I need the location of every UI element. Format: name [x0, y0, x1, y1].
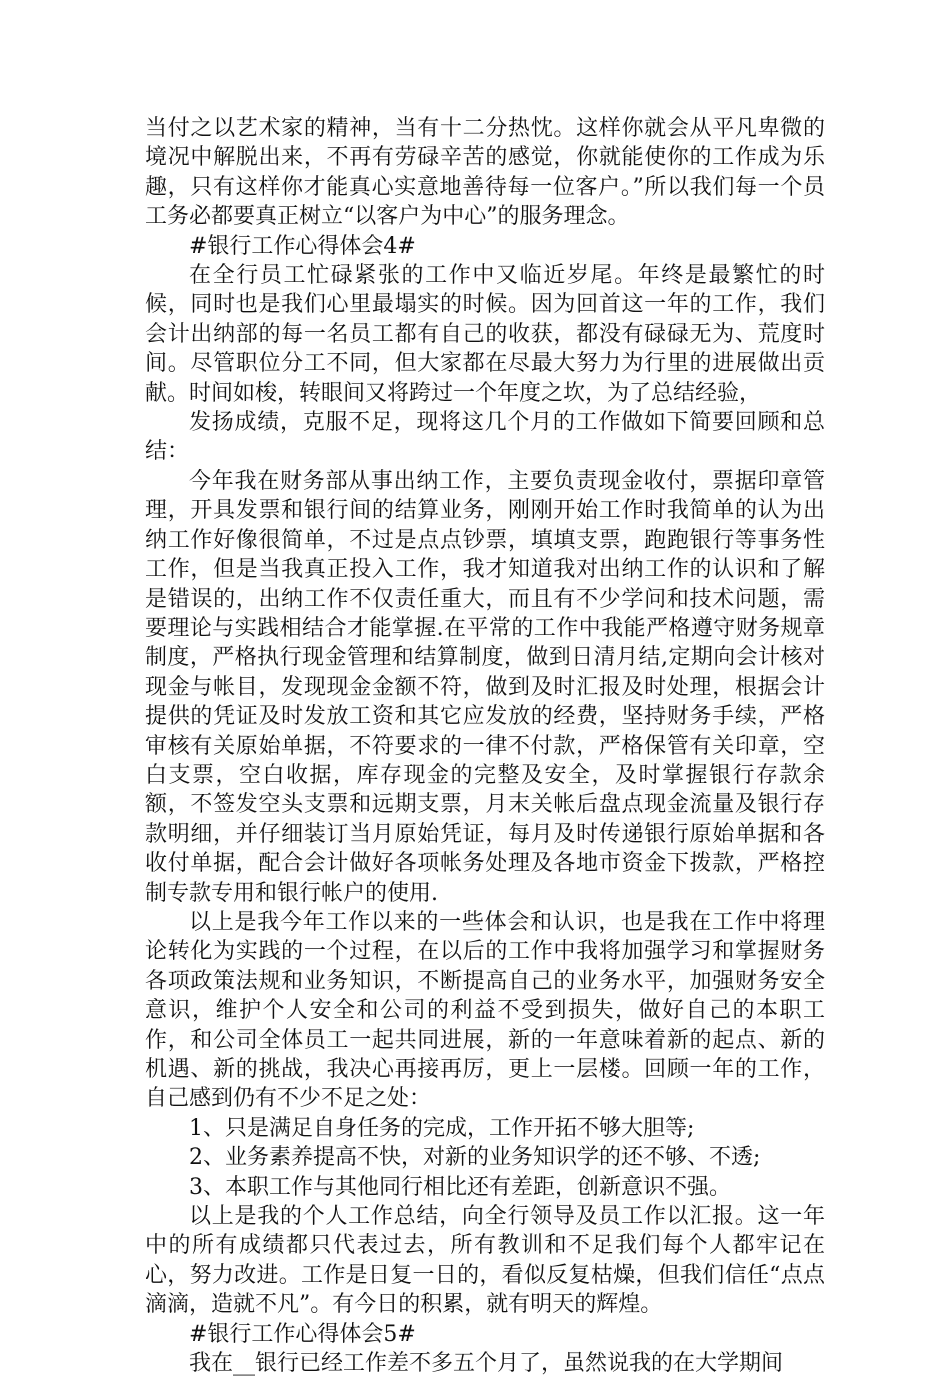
paragraph-continuation: 当付之以艺术家的精神，当有十二分热忱。这样你就会从平凡卑微的境况中解脱出来，不再有劳碌辛苦的感觉，你就能使你的工作成为乐趣，只有这样你才能真心实意地善待每一位客户。”所以我们每一个员工务必都要真正树立“以客户为中心”的服务理念。 — [145, 116, 825, 230]
section-heading-4: #银行工作心得体会4# — [189, 233, 416, 259]
paragraph: 在全行员工忙碌紧张的工作中又临近岁尾。年终是最繁忙的时候，同时也是我们心里最塌实的时候。因为回首这一年的工作，我们会计出纳部的每一名员工都有自己的收获，都没有碌碌无为、荒度时间。尽管职位分工不同，但大家都在尽最大努力为行里的进展做出贡献。时间如梭，转眼间又将跨过一个年度之坎，为了总结经验， — [145, 263, 825, 406]
section-heading-5: #银行工作心得体会5# — [189, 1321, 416, 1347]
paragraph: 以上是我今年工作以来的一些体会和认识，也是我在工作中将理论转化为实践的一个过程，在以后的工作中我将加强学习和掌握财务各项政策法规和业务知识，不断提高自己的业务水平，加强财务安全意识，维护个人安全和公司的利益不受到损失，做好自己的本职工作，和公司全体员工一起共同进展，新的一年意味着新的起点、新的机遇、新的挑战，我决心再接再厉，更上一层楼。回顾一年的工作，自己感到仍有不少不足之处： — [145, 909, 825, 1112]
list-item: 1、只是满足自身任务的完成，工作开拓不够大胆等; — [189, 1115, 695, 1141]
document-page — [145, 114, 825, 1378]
list-item: 3、本职工作与其他同行相比还有差距，创新意识不强。 — [189, 1174, 731, 1200]
paragraph: 我在__银行已经工作差不多五个月了，虽然说我的在大学期间 — [189, 1351, 784, 1377]
paragraph: 发扬成绩，克服不足，现将这几个月的工作做如下简要回顾和总结： — [145, 410, 825, 465]
paragraph: 以上是我的个人工作总结，向全行领导及员工作以汇报。这一年中的所有成绩都只代表过去，所有教训和不足我们每个人都牢记在心，努力改进。工作是日复一日的，看似反复枯燥，但我们信任“点点滴滴，造就不凡”。有今日的积累，就有明天的辉煌。 — [145, 1204, 825, 1318]
paragraph: 今年我在财务部从事出纳工作，主要负责现金收付，票据印章管理，开具发票和银行间的结算业务，刚刚开始工作时我简单的认为出纳工作好像很简单，不过是点点钞票，填填支票，跑跑银行等事务性工作，但是当我真正投入工作，我才知道我对出纳工作的认识和了解是错误的，出纳工作不仅责任重大，而且有不少学问和技术问题，需要理论与实践相结合才能掌握.在平常的工作中我能严格遵守财务规章制度，严格执行现金管理和结算制度，做到日清月结,定期向会计核对现金与帐目，发现现金金额不符，做到及时汇报及时处理，根据会计提供的凭证及时发放工资和其它应发放的经费，坚持财务手续，严格审核有关原始单据，不符要求的一律不付款，严格保管有关印章，空白支票，空白收据，库存现金的完整及安全，及时掌握银行存款余额，不签发空头支票和远期支票，月末关帐后盘点现金流量及银行存款明细，并仔细装订当月原始凭证，每月及时传递银行原始单据和各收付单据，配合会计做好各项帐务处理及各地市资金下拨款，严格控制专款专用和银行帐户的使用. — [145, 468, 825, 906]
list-item: 2、业务素养提高不快，对新的业务知识学的还不够、不透; — [189, 1145, 761, 1171]
